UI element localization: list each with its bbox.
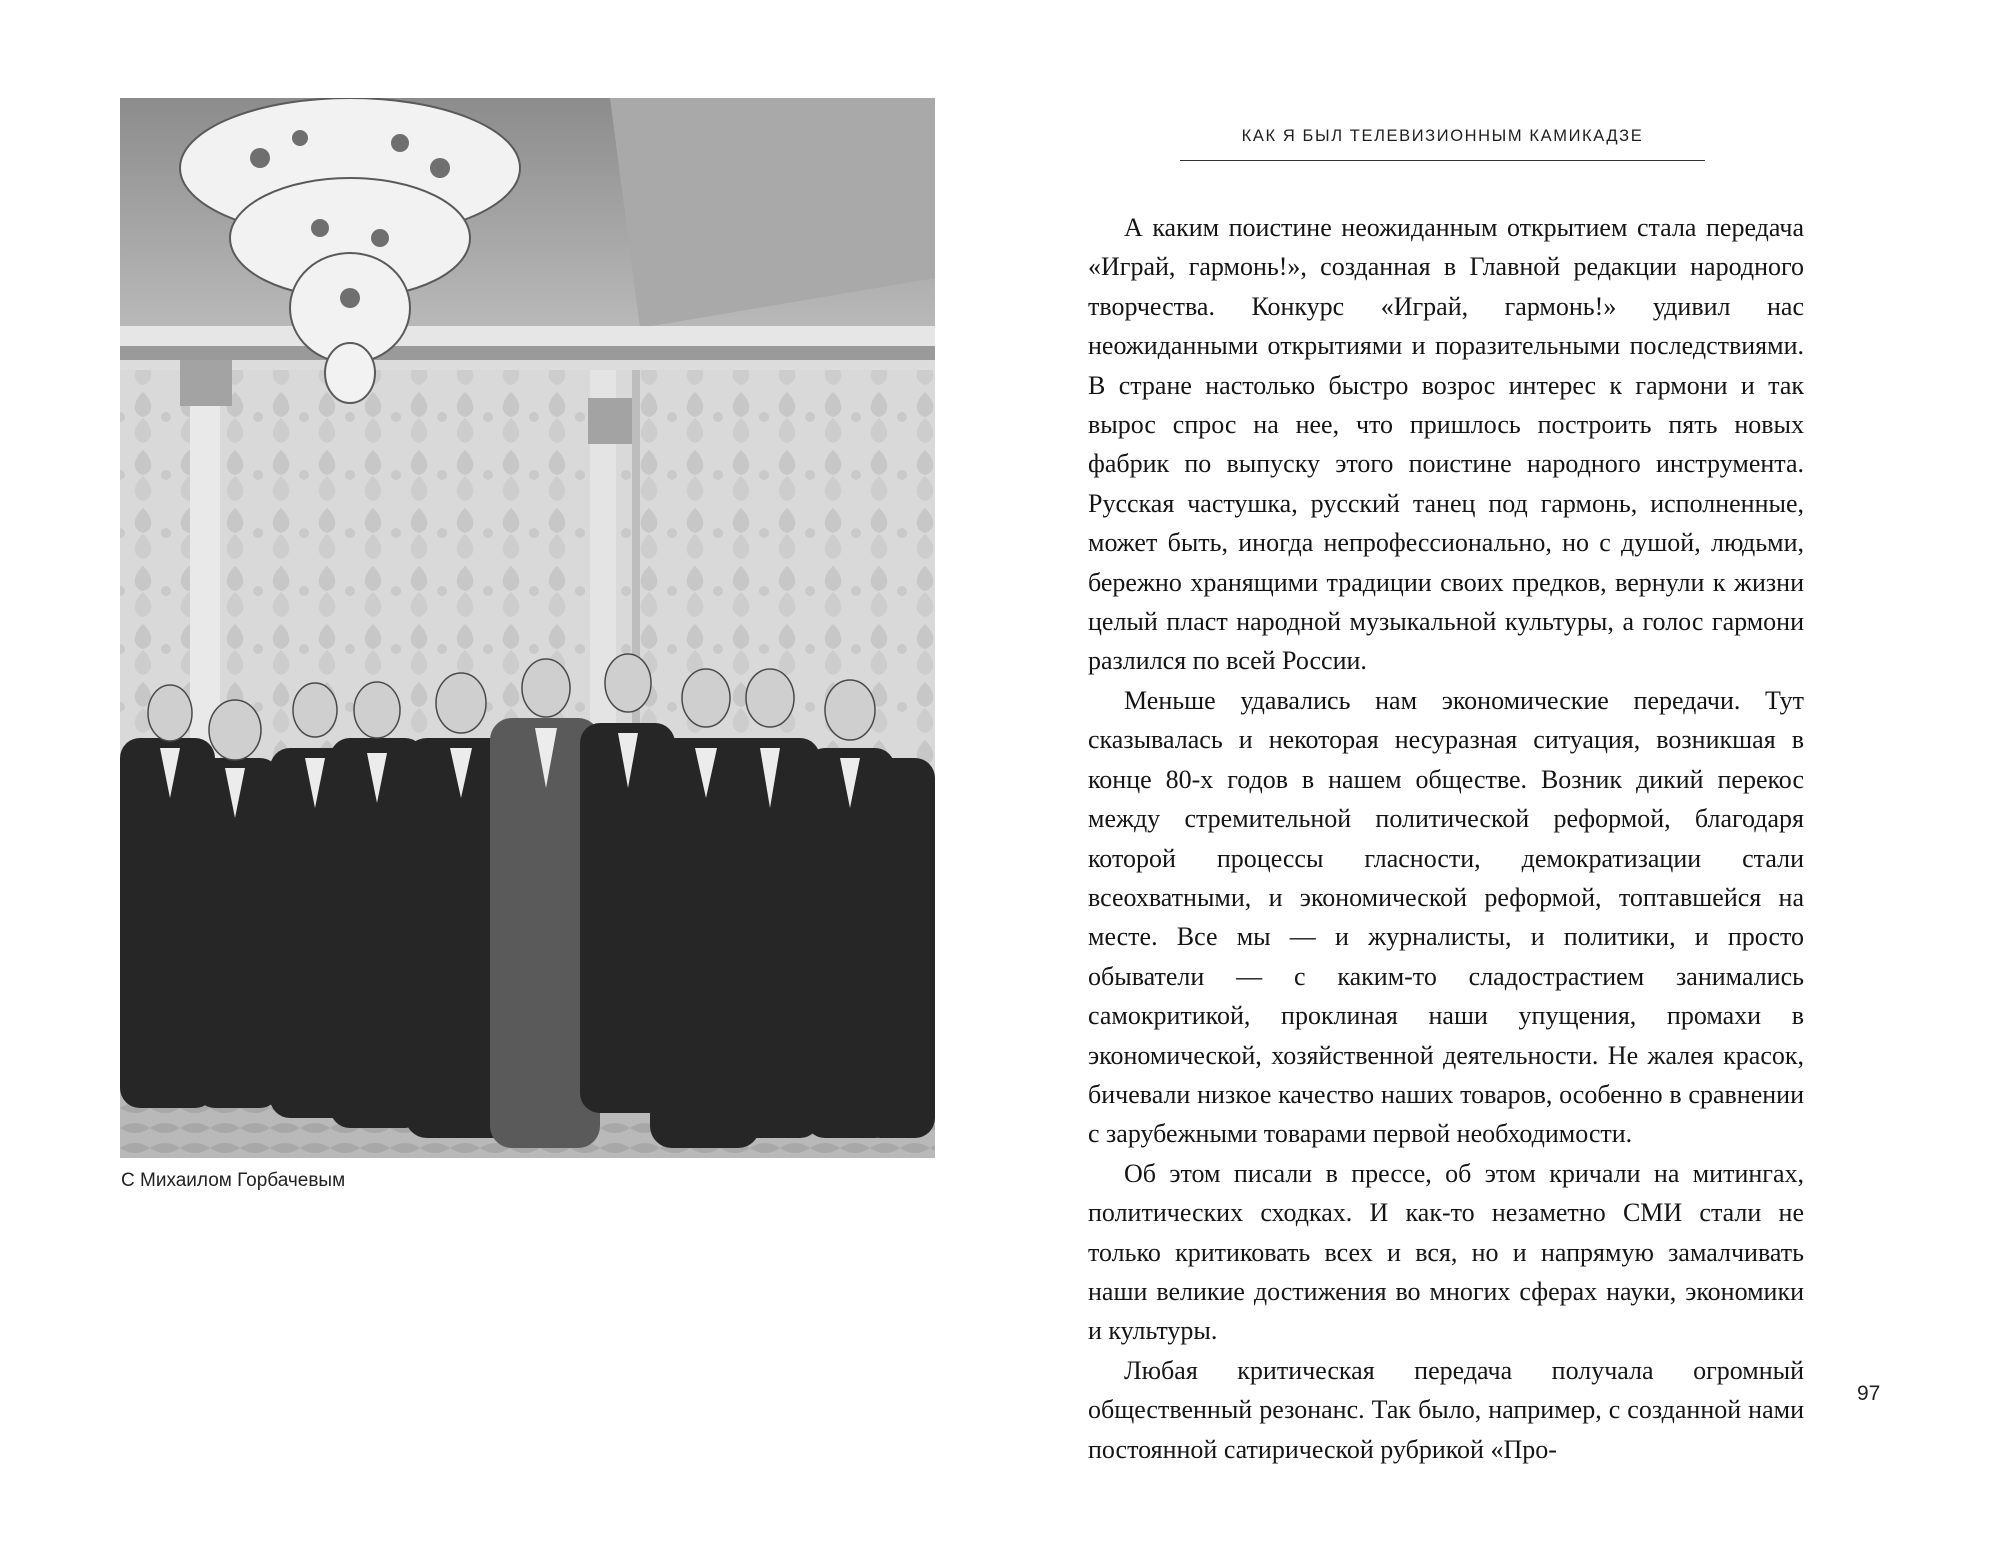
photo-caption: С Михаилом Горбачевым [121,1170,346,1191]
page-number: 97 [1857,1382,1881,1405]
paragraph: А каким поистине неожиданным открытием стала передача «Играй, гармонь!», созданная в Главной редакции народного творчества. Конкурс «Играй, гармонь!» удивил нас неожиданными открытиями и поразительными последствиями. В стране настолько быстро возрос интерес к гармони и так вырос спрос на нее, что пришлось построить пять новых фабрик по выпуску этого поистине народного инструмента. Русская частушка, русский танец под гармонь, исполненные, может быть, иногда непрофессионально, но с душой, людьми, бережно хранящими традиции своих предков, вернули к жизни целый пласт народной музыкальной культуры, а голос гармони разлился по всей России. [1088,213,1804,676]
paragraph: Любая критическая передача получала огромный общественный резонанс. Так было, например, с созданной нами постоянной сатирической рубрикой «Про- [1088,1355,1804,1464]
photograph-image [120,98,935,1158]
paragraph: Меньше удавались нам экономические передачи. Тут сказывалась и некоторая несуразная ситуация, возникшая в конце 80-х годов в нашем обществе. Возник дикий перекос между стремительной политической реформой, благодаря которой процессы гласности, демократизации стали всеохватными, и экономической реформой, топтавшейся на месте. Все мы — и журналисты, и политики, и просто обыватели — с каким-то сладострастием занимались самокритикой, проклиная наши упущения, промахи в экономической, хозяйственной деятельности. Не жалея красок, бичевали низкое качество наших товаров, особенно в сравнении с зарубежными товарами первой необходимости. [1088,685,1804,1149]
running-head: КАК Я БЫЛ ТЕЛЕВИЗИОННЫМ КАМИКАДЗЕ [1241,127,1644,145]
running-head-rule [1180,160,1705,161]
group-photograph [120,98,935,1158]
paragraph: Об этом писали в прессе, об этом кричали на митингах, политических сходках. И как-то незаметно СМИ стали не только критиковать всех и вся, но и напрямую замалчивать наши великие достижения во многих сферах науки, экономики и культуры. [1088,1158,1804,1346]
body-text [1088,208,1804,1469]
